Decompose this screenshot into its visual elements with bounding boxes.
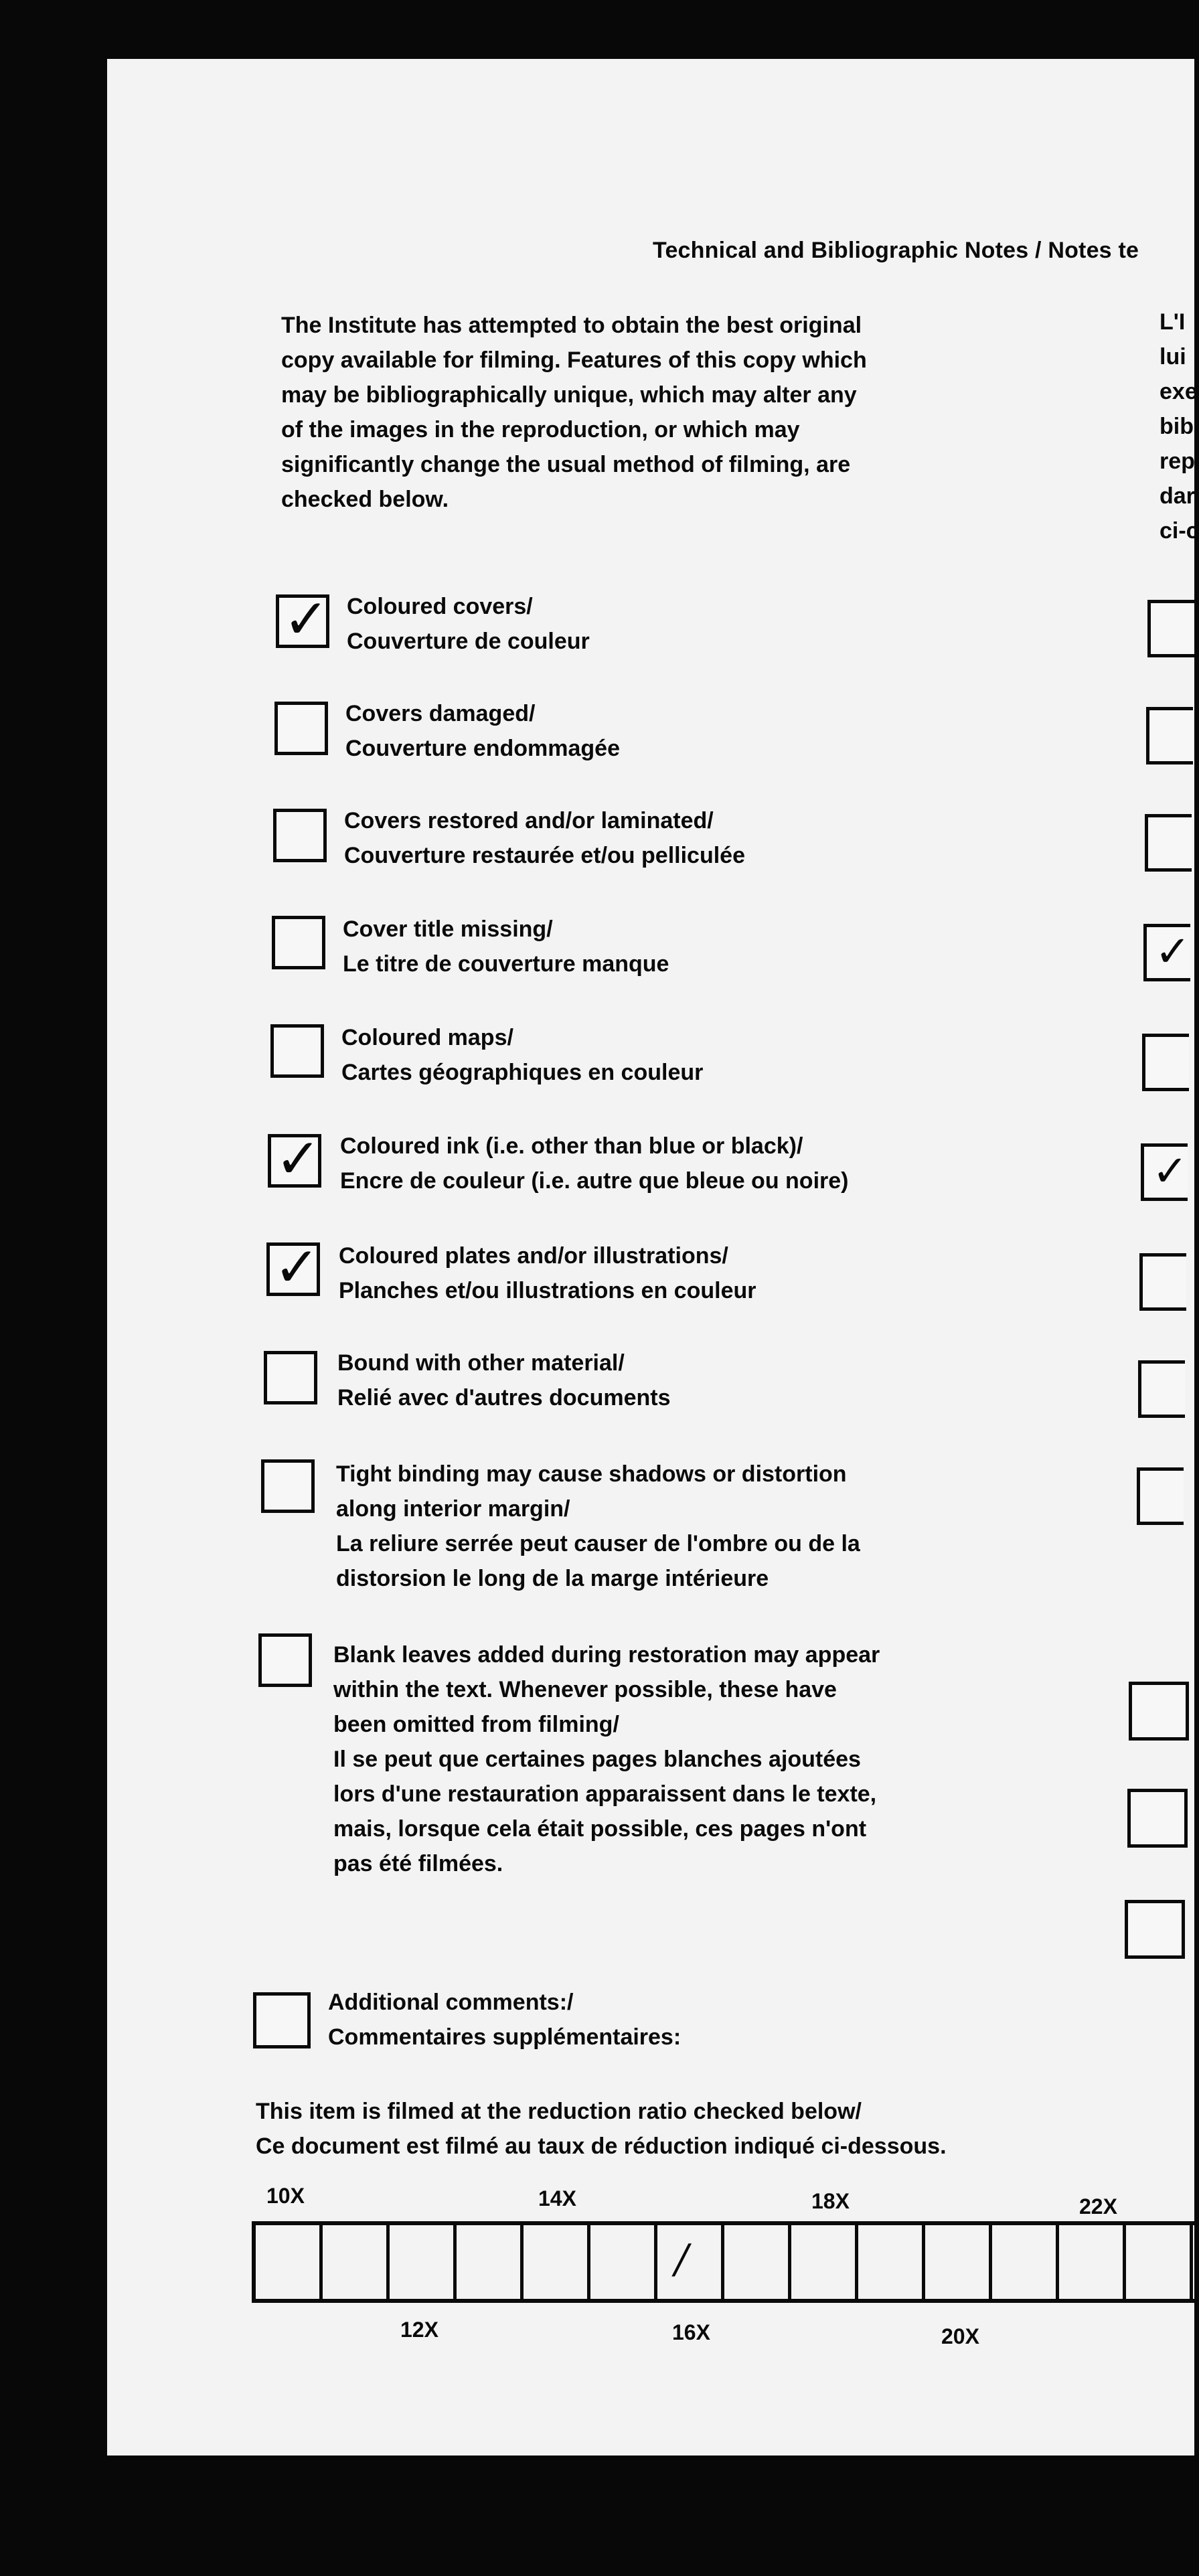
ratio-cell[interactable] bbox=[390, 2225, 457, 2299]
item-label: Covers damaged/ bbox=[345, 701, 536, 726]
ratio-check-mark: / bbox=[675, 2236, 689, 2283]
item-label: been omitted from filming/ bbox=[333, 1712, 619, 1737]
ratio-cell[interactable] bbox=[323, 2225, 390, 2299]
item-label: Blank leaves added during restoration may appear bbox=[333, 1642, 880, 1668]
item-label: Coloured plates and/or illustrations/ bbox=[339, 1243, 728, 1269]
item-label-fr: Couverture de couleur bbox=[347, 629, 590, 654]
intro-line: significantly change the usual method of filming, are bbox=[281, 452, 851, 477]
checkbox-coloured-ink[interactable] bbox=[268, 1127, 321, 1191]
intro-line: The Institute has attempted to obtain the best original bbox=[281, 313, 862, 338]
item-covers-damaged bbox=[345, 696, 1002, 766]
right-fragment: ci-c bbox=[1160, 518, 1199, 544]
ratio-cell[interactable] bbox=[256, 2225, 323, 2299]
item-tight-binding bbox=[336, 1457, 992, 1596]
checkmark-icon: ✓ bbox=[1152, 1147, 1188, 1196]
ratio-cell[interactable] bbox=[1126, 2225, 1193, 2299]
reduction-note-line-fr: Ce document est filmé au taux de réduction indiqué ci-dessous. bbox=[256, 2134, 947, 2159]
item-label-fr: Cartes géographiques en couleur bbox=[341, 1060, 704, 1085]
ratio-label-16x: 16X bbox=[672, 2320, 710, 2344]
item-label: Coloured covers/ bbox=[347, 594, 533, 619]
checkbox-coloured-maps[interactable] bbox=[270, 1024, 324, 1078]
checkbox-coloured-plates[interactable] bbox=[266, 1236, 320, 1299]
item-label-fr: pas été filmées. bbox=[333, 1851, 503, 1876]
ratio-cell[interactable] bbox=[992, 2225, 1059, 2299]
reduction-ratio-strip bbox=[252, 2221, 1194, 2303]
checkbox-additional-comments[interactable] bbox=[253, 1992, 311, 2048]
right-checkbox[interactable] bbox=[1143, 924, 1190, 981]
item-label-fr: distorsion le long de la marge intérieure bbox=[336, 1566, 769, 1591]
right-checkbox-small[interactable] bbox=[1129, 1682, 1189, 1741]
ratio-cell[interactable] bbox=[590, 2225, 657, 2299]
checkmark-icon: ✓ bbox=[283, 588, 329, 651]
intro-line: checked below. bbox=[281, 487, 449, 512]
ratio-cell[interactable] bbox=[925, 2225, 992, 2299]
reduction-note bbox=[256, 2094, 947, 2164]
item-label-fr: Relié avec d'autres documents bbox=[337, 1385, 671, 1411]
reduction-note-line: This item is filmed at the reduction ratio checked below/ bbox=[256, 2099, 862, 2124]
ratio-cell[interactable] bbox=[791, 2225, 858, 2299]
ratio-label-10x: 10X bbox=[266, 2184, 305, 2208]
right-fragment: bib bbox=[1160, 414, 1194, 439]
ratio-cell[interactable] bbox=[457, 2225, 524, 2299]
item-label: within the text. Whenever possible, these have bbox=[333, 1677, 837, 1702]
additional-comments-label bbox=[328, 1985, 681, 2055]
intro-paragraph bbox=[281, 308, 964, 517]
ratio-cell-16x[interactable] bbox=[657, 2225, 724, 2299]
comments-label: Additional comments:/ bbox=[328, 1990, 574, 2015]
right-fragment: rep bbox=[1160, 449, 1195, 474]
item-label-fr: lors d'une restauration apparaissent dans le texte, bbox=[333, 1781, 877, 1807]
ratio-label-22x: 22X bbox=[1079, 2194, 1117, 2219]
checkbox-cover-title-missing[interactable] bbox=[272, 916, 325, 969]
right-checkbox[interactable] bbox=[1139, 1253, 1186, 1311]
item-label: Tight binding may cause shadows or distortion bbox=[336, 1461, 847, 1487]
page-header: Technical and Bibliographic Notes / Notes te bbox=[653, 238, 1139, 263]
item-label-fr: Planches et/ou illustrations en couleur bbox=[339, 1278, 756, 1303]
checkmark-icon: ✓ bbox=[275, 1127, 321, 1191]
ratio-label-12x: 12X bbox=[400, 2318, 438, 2342]
item-coloured-ink bbox=[340, 1129, 996, 1198]
right-checkbox[interactable] bbox=[1137, 1467, 1184, 1525]
item-label-fr: Il se peut que certaines pages blanches ajoutées bbox=[333, 1747, 861, 1772]
intro-line: may be bibliographically unique, which may alter any bbox=[281, 382, 857, 408]
checkbox-blank-leaves[interactable] bbox=[258, 1633, 312, 1687]
right-checkbox-small[interactable] bbox=[1125, 1900, 1185, 1959]
ratio-label-14x: 14X bbox=[538, 2186, 576, 2210]
item-coloured-plates bbox=[339, 1238, 995, 1308]
right-checkbox[interactable] bbox=[1146, 707, 1193, 764]
item-label: Coloured ink (i.e. other than blue or black)/ bbox=[340, 1133, 803, 1159]
checkbox-coloured-covers[interactable] bbox=[276, 588, 329, 651]
right-fragment: dar bbox=[1160, 483, 1195, 509]
item-label: Cover title missing/ bbox=[343, 916, 553, 942]
right-checkbox[interactable] bbox=[1145, 814, 1192, 872]
right-fragment: L'I bbox=[1160, 309, 1186, 335]
item-coloured-maps bbox=[341, 1020, 997, 1090]
comments-label-fr: Commentaires supplémentaires: bbox=[328, 2024, 682, 2050]
ratio-cell[interactable] bbox=[858, 2225, 925, 2299]
item-label-fr: Le titre de couverture manque bbox=[343, 951, 669, 977]
right-checkbox[interactable] bbox=[1141, 1143, 1188, 1201]
ratio-cell[interactable] bbox=[724, 2225, 791, 2299]
item-label: Covers restored and/or laminated/ bbox=[344, 808, 714, 833]
ratio-cell[interactable] bbox=[1059, 2225, 1126, 2299]
right-checkbox[interactable] bbox=[1138, 1360, 1185, 1418]
checkbox-covers-restored[interactable] bbox=[273, 809, 327, 862]
right-checkbox-small[interactable] bbox=[1127, 1789, 1188, 1848]
item-label-fr: mais, lorsque cela était possible, ces pages n'ont bbox=[333, 1816, 867, 1842]
checkmark-icon: ✓ bbox=[1155, 927, 1191, 977]
item-label: Bound with other material/ bbox=[337, 1350, 625, 1376]
item-coloured-covers bbox=[347, 589, 1003, 659]
right-checkbox[interactable] bbox=[1142, 1034, 1189, 1091]
checkmark-icon: ✓ bbox=[274, 1236, 320, 1299]
item-bound-with-other bbox=[337, 1346, 993, 1415]
item-label-fr: Couverture restaurée et/ou pelliculée bbox=[344, 843, 745, 868]
checkbox-covers-damaged[interactable] bbox=[274, 702, 328, 755]
item-label-fr: Encre de couleur (i.e. autre que bleue ou noire) bbox=[340, 1168, 849, 1194]
item-blank-leaves bbox=[333, 1637, 989, 1881]
intro-line: copy available for filming. Features of this copy which bbox=[281, 347, 867, 373]
item-label-fr: Couverture endommagée bbox=[345, 736, 620, 761]
ratio-cell[interactable] bbox=[524, 2225, 590, 2299]
intro-line: of the images in the reproduction, or which may bbox=[281, 417, 800, 442]
right-fragment: lui bbox=[1160, 344, 1186, 370]
checkbox-bound-with-other[interactable] bbox=[264, 1351, 317, 1404]
right-checkbox[interactable] bbox=[1147, 600, 1194, 657]
checkbox-tight-binding[interactable] bbox=[261, 1459, 315, 1513]
ratio-label-20x: 20X bbox=[941, 2324, 979, 2348]
right-fragment: exe bbox=[1160, 379, 1198, 404]
item-label: Coloured maps/ bbox=[341, 1025, 513, 1050]
item-cover-title-missing bbox=[343, 912, 999, 981]
item-label: along interior margin/ bbox=[336, 1496, 570, 1522]
item-covers-restored bbox=[344, 803, 1000, 873]
ratio-label-18x: 18X bbox=[811, 2189, 850, 2213]
item-label-fr: La reliure serrée peut causer de l'ombre ou de la bbox=[336, 1531, 860, 1556]
